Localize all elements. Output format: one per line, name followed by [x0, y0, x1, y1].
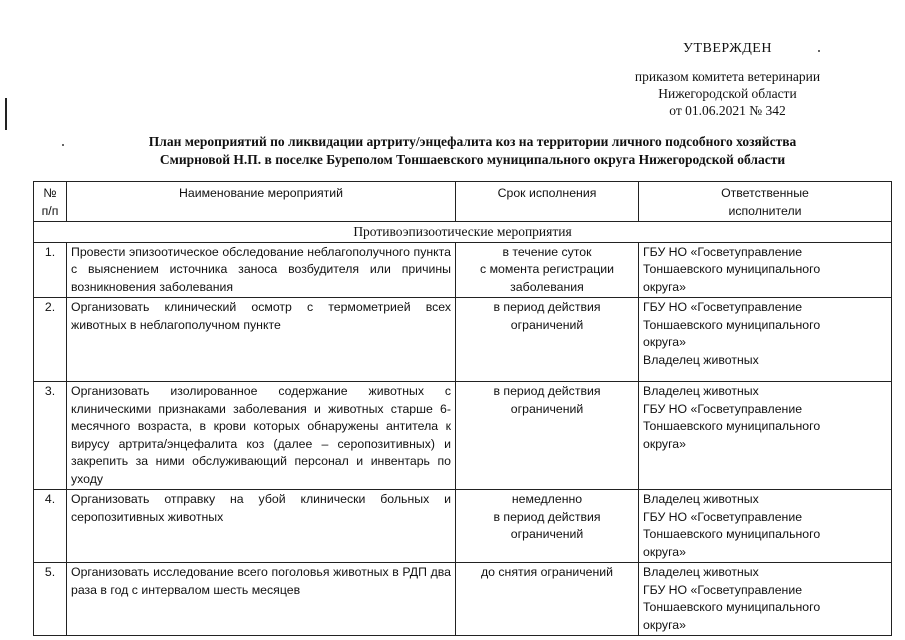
row-action: Организовать отправку на убой клинически больных и серопозитивных животных [67, 490, 456, 563]
row-responsible-line: округа» [643, 544, 686, 559]
table-header-row [34, 182, 892, 222]
row-number: 5. [34, 563, 67, 636]
section-row [34, 222, 892, 243]
row-term-line: немедленно [511, 492, 583, 506]
scan-margin-mark [5, 98, 7, 130]
row-term-line: ограничений [510, 317, 584, 332]
row-responsible-line: ГБУ НО «Госветуправление [643, 244, 803, 259]
table-row [34, 490, 892, 563]
header-responsible-line: Ответственные [721, 186, 809, 200]
document-title [40, 133, 905, 169]
row-responsible [639, 490, 892, 563]
approval-heading: УТВЕРЖДЕН [683, 41, 772, 56]
row-term-line: в период действия [493, 300, 601, 314]
header-number-line: п/п [41, 203, 59, 218]
row-term-line: в период действия [493, 384, 601, 398]
row-responsible [639, 563, 892, 636]
row-term-line: в период действия [493, 509, 601, 524]
row-term-line: до снятия ограничений [480, 565, 614, 579]
title-line: План мероприятий по ликвидации артриту/энцефалита коз на территории личного подсобного хозяйства [148, 134, 797, 149]
row-responsible-line: Тоншаевского муниципального [643, 262, 821, 276]
row-responsible-line: Тоншаевского муниципального [643, 600, 821, 614]
section-title: Противоэпизоотические мероприятия [34, 222, 892, 243]
row-responsible [639, 382, 892, 490]
row-responsible [639, 242, 892, 298]
row-responsible-line: Тоншаевского муниципального [643, 317, 821, 332]
row-term [456, 563, 639, 636]
row-term [456, 242, 639, 298]
row-action: Организовать изолированное содержание животных с клиническими признаками заболевания и животных старше 6-месячного возраста, в крови которых обнаружены антитела к вирусу артрита/энцефалита коз (далее – серопозитивных) и закрепить за ними обслуживающий персонал и инвентарь по уходу [67, 382, 456, 490]
table-row [34, 563, 892, 636]
header-number [34, 182, 67, 222]
row-responsible-line: ГБУ НО «Госветуправление [643, 300, 803, 314]
header-action: Наименование мероприятий [67, 182, 456, 222]
row-term-line: ограничений [510, 527, 584, 541]
row-term-line: с момента регистрации [480, 262, 614, 276]
row-responsible-line: округа» [643, 436, 686, 451]
row-responsible-line: Владелец животных [643, 384, 759, 398]
approval-stamp-block [600, 40, 855, 119]
row-term-line: заболевания [510, 279, 584, 294]
row-responsible-line: Владелец животных [643, 565, 759, 579]
row-term [456, 490, 639, 563]
table-row [34, 298, 892, 382]
approval-line: Нижегородской области [658, 86, 797, 101]
row-responsible-line: Владелец животных [643, 492, 759, 506]
header-number-line: № [43, 186, 57, 200]
row-term-line: в течение суток [502, 244, 592, 259]
row-responsible-line: Тоншаевского муниципального [643, 419, 821, 433]
row-action: Организовать исследование всего поголовья животных в РДП два раза в год с интервалом шесть месяцев [67, 563, 456, 636]
measures-table [33, 181, 892, 636]
row-number: 2. [34, 298, 67, 382]
header-responsible-line: исполнители [728, 203, 802, 218]
row-responsible [639, 298, 892, 382]
row-action: Организовать клинический осмотр с термометрией всех животных в неблагополучном пункте [67, 298, 456, 382]
approval-date-number: от 01.06.2021 № 342 [669, 103, 786, 118]
row-responsible-line: округа» [643, 335, 686, 349]
row-responsible-line: округа» [643, 279, 686, 294]
row-responsible-line: ГБУ НО «Госветуправление [643, 509, 803, 524]
header-term: Срок исполнения [456, 182, 639, 222]
table-row [34, 242, 892, 298]
row-term [456, 382, 639, 490]
row-responsible-line: округа» [643, 617, 686, 632]
row-responsible-line: Владелец животных [643, 352, 759, 367]
row-term-line: ограничений [510, 401, 584, 416]
approval-line: приказом комитета ветеринарии [634, 69, 821, 84]
row-number: 4. [34, 490, 67, 563]
header-responsible [639, 182, 892, 222]
row-number: 3. [34, 382, 67, 490]
title-line: Смирновой Н.П. в поселке Буреполом Тоншаевского муниципального округа Нижегородской области [159, 152, 786, 167]
row-responsible-line: Тоншаевского муниципального [643, 527, 821, 541]
row-number: 1. [34, 242, 67, 298]
table-row [34, 382, 892, 490]
row-term [456, 298, 639, 382]
row-responsible-line: ГБУ НО «Госветуправление [643, 401, 803, 416]
row-responsible-line: ГБУ НО «Госветуправление [643, 582, 803, 597]
row-action: Провести эпизоотическое обследование неблагополучного пункта с выяснением источника заноса возбудителя или причины возникновения заболевания [67, 242, 456, 298]
